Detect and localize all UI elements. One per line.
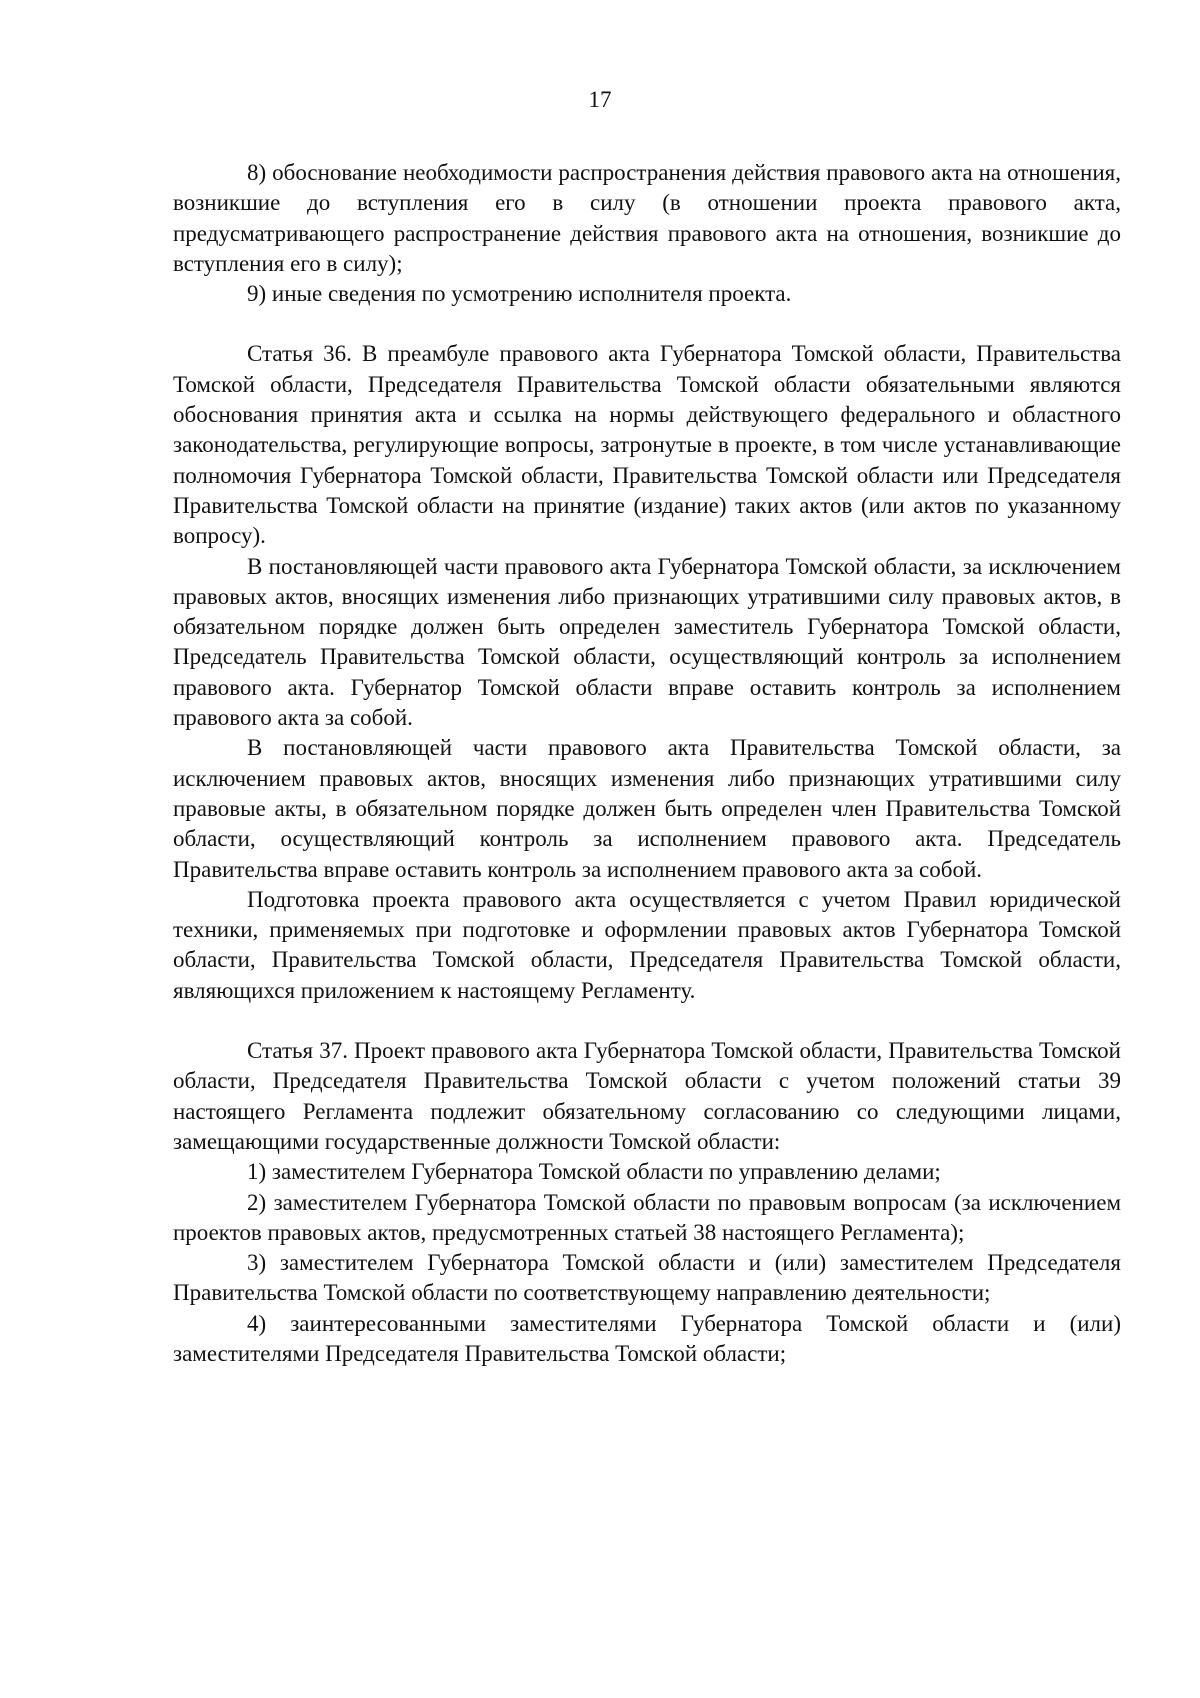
spacer <box>173 1006 1121 1036</box>
paragraph-item-9: 9) иные сведения по усмотрению исполнителя проекта. <box>247 281 792 307</box>
spacer <box>173 309 1121 339</box>
approval-item-4: 4) заинтересованными заместителями Губернатора Томской области и (или) заместителями Председателя Правительства Томской области; <box>173 1310 1121 1366</box>
governor-act-control-paragraph: В постановляющей части правового акта Губернатора Томской области, за исключением правовых актов, вносящих изменения либо признающих утратившими силу правовых актов, в обязательном порядке должен быть определен заместитель Губернатора Томской области, Председатель Правительства Томской области, осуществляющий контроль за исполнением правового акта. Губернатор Томской области вправе оставить контроль за исполнением правового акта за собой. <box>173 553 1121 731</box>
government-act-control-paragraph: В постановляющей части правового акта Правительства Томской области, за исключением правовых актов, вносящих изменения либо признающих утратившими силу правовые акты, в обязательном порядке должен быть определен член Правительства Томской области, осуществляющий контроль за исполнением правового акта. Председатель Правительства вправе оставить контроль за исполнением правового акта за собой. <box>173 735 1121 882</box>
article-37-paragraph: Статья 37. Проект правового акта Губернатора Томской области, Правительства Томской области, Председателя Правительства Томской области с учетом положений статьи 39 настоящего Регламента подлежит обязательному согласованию со следующими лицами, замещающими государственные должности Томской области: <box>173 1038 1121 1154</box>
paragraph-item-8: 8) обоснование необходимости распространения действия правового акта на отношения, возникшие до вступления его в силу (в отношении проекта правового акта, предусматривающего распространение действия правового акта на отношения, возникшие до вступления его в силу); <box>173 160 1121 276</box>
legal-technique-paragraph: Подготовка проекта правового акта осуществляется с учетом Правил юридической техники, применяемых при подготовке и оформлении правовых актов Губернатора Томской области, Правительства Томской области, Председателя Правительства Томской области, являющихся приложением к настоящему Регламенту. <box>173 886 1121 1003</box>
page-number: 17 <box>588 87 612 112</box>
approval-item-3: 3) заместителем Губернатора Томской области и (или) заместителем Председателя Правительства Томской области по соответствующему направлению деятельности; <box>173 1250 1121 1306</box>
article-36-paragraph: Статья 36. В преамбуле правового акта Губернатора Томской области, Правительства Томской области, Председателя Правительства Томской области обязательными являются обоснования принятия акта и ссылка на нормы действующего федерального и областного законодательства, регулирующие вопросы, затронутые в проекте, в том числе устанавливающие полномочия Губернатора Томской области, Правительства Томской области или Председателя Правительства Томской области на принятие (издание) таких актов (или актов по указанному вопросу). <box>173 341 1121 549</box>
document-body <box>173 158 1121 1369</box>
approval-item-2: 2) заместителем Губернатора Томской области по правовым вопросам (за исключением проектов правовых актов, предусмотренных статьей 38 настоящего Регламента); <box>173 1189 1121 1245</box>
approval-item-1: 1) заместителем Губернатора Томской области по управлению делами; <box>247 1159 941 1185</box>
